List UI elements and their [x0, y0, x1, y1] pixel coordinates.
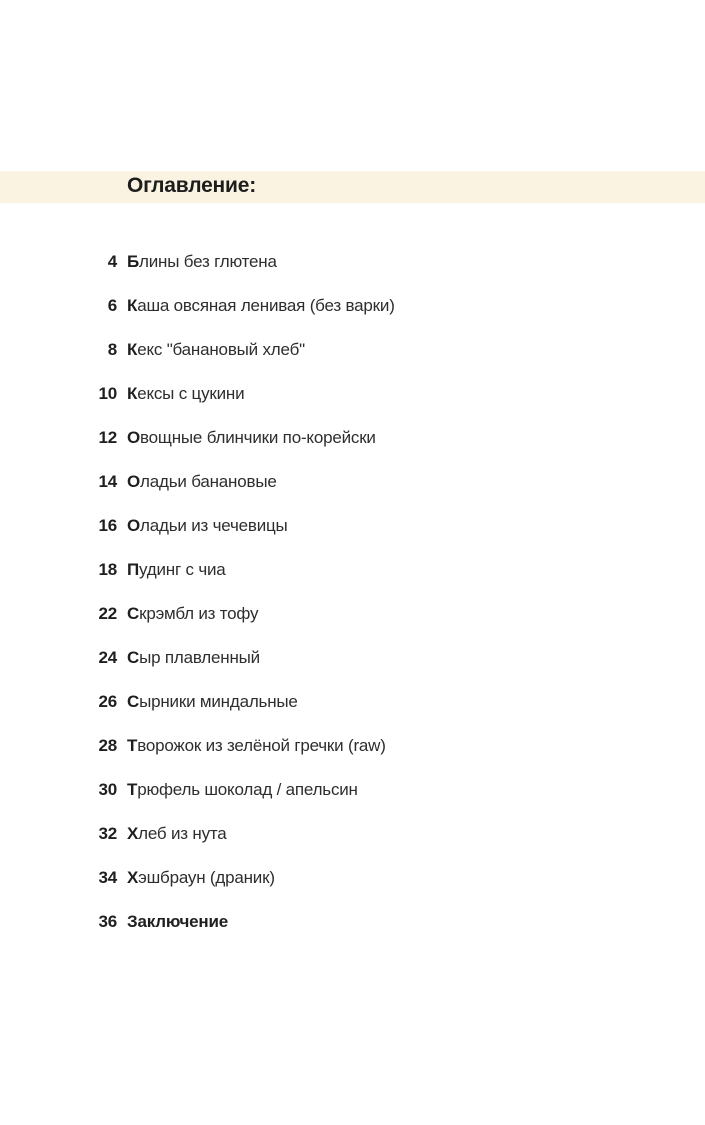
toc-entry-title-rest: ырники миндальные	[139, 692, 298, 711]
toc-entry-title	[127, 296, 395, 316]
toc-entry-title-rest: аключение	[137, 912, 228, 931]
toc-entry	[0, 724, 705, 768]
toc-entry-title-initial: С	[127, 692, 140, 711]
toc-entry-title-initial: К	[127, 384, 138, 403]
toc-entry-page-number: 28	[98, 736, 117, 755]
toc-entry-title-initial: Т	[127, 736, 138, 755]
toc-entry-title-rest: вощные блинчики по-корейски	[140, 428, 376, 447]
toc-entry-page-number: 32	[98, 824, 117, 843]
toc-entry-title	[127, 648, 260, 668]
toc-entry-title	[127, 428, 376, 448]
toc-entry-title	[127, 692, 298, 712]
toc-entry-title-initial: Т	[127, 780, 138, 799]
header-band	[0, 171, 705, 203]
toc-entry-title-rest: удинг с чиа	[139, 560, 226, 579]
toc-entry	[0, 900, 705, 944]
toc-entry-page-number: 24	[98, 648, 117, 667]
toc-entry-title	[127, 868, 275, 888]
toc-entry-title-rest: эшбраун (драник)	[138, 868, 275, 887]
toc-entry	[0, 548, 705, 592]
toc-entry-title	[127, 340, 305, 360]
toc-entry-page-number: 14	[98, 472, 117, 491]
toc-entry-title-initial: О	[127, 516, 141, 535]
toc-entry-page-number: 22	[98, 604, 117, 623]
toc-entry-title	[127, 252, 277, 272]
toc-entry-title-initial: О	[127, 428, 141, 447]
toc-entry	[0, 680, 705, 724]
toc-entry-title-rest: екс "банановый хлеб"	[137, 340, 305, 359]
toc-entry-title-initial: Х	[127, 824, 139, 843]
toc-entry-page-number: 18	[98, 560, 117, 579]
toc-entry-title	[127, 824, 227, 844]
toc-entry-title-initial: О	[127, 472, 141, 491]
toc-entry	[0, 460, 705, 504]
toc-entry-title-rest: ыр плавленный	[139, 648, 260, 667]
toc-entry	[0, 416, 705, 460]
toc-entry-page-number: 34	[98, 868, 117, 887]
toc-entry-title-rest: аша овсяная ленивая (без варки)	[137, 296, 395, 315]
toc-entry-page-number: 6	[107, 296, 117, 315]
page-title: Оглавление:	[127, 173, 257, 197]
toc-entry-title-rest: лины без глютена	[139, 252, 277, 271]
toc-entry-title-initial: П	[127, 560, 140, 579]
toc-entry-title	[127, 384, 244, 404]
toc-entry-title	[127, 912, 228, 932]
toc-entry-title-rest: ладьи банановые	[140, 472, 277, 491]
toc-entry	[0, 284, 705, 328]
toc-entry-title-initial: С	[127, 604, 140, 623]
toc-entry-title-rest: леб из нута	[138, 824, 227, 843]
toc-list	[0, 240, 705, 944]
toc-entry-title	[127, 560, 226, 580]
toc-entry	[0, 592, 705, 636]
toc-entry	[0, 768, 705, 812]
toc-entry-title-rest: рюфель шоколад / апельсин	[137, 780, 358, 799]
toc-entry-page-number: 8	[107, 340, 117, 359]
toc-entry-page-number: 36	[98, 912, 117, 931]
toc-entry-title	[127, 780, 358, 800]
toc-entry-title-initial: З	[127, 912, 138, 931]
toc-entry-title-rest: крэмбл из тофу	[139, 604, 259, 623]
toc-entry	[0, 372, 705, 416]
toc-entry-page-number: 4	[107, 252, 117, 271]
toc-entry-page-number: 26	[98, 692, 117, 711]
toc-entry-title-initial: Б	[127, 252, 140, 271]
toc-entry-title-rest: ладьи из чечевицы	[140, 516, 288, 535]
toc-entry-title	[127, 604, 258, 624]
toc-entry	[0, 504, 705, 548]
toc-entry-page-number: 10	[98, 384, 117, 403]
toc-entry-title-initial: К	[127, 340, 138, 359]
toc-entry-title-initial: К	[127, 296, 138, 315]
toc-entry-title-initial: Х	[127, 868, 139, 887]
toc-entry-title	[127, 516, 288, 536]
toc-entry-page-number: 30	[98, 780, 117, 799]
toc-entry	[0, 856, 705, 900]
toc-entry-title-rest: ексы с цукини	[137, 384, 245, 403]
toc-entry	[0, 240, 705, 284]
toc-entry-title	[127, 736, 386, 756]
toc-entry-page-number: 16	[98, 516, 117, 535]
toc-entry	[0, 636, 705, 680]
toc-entry-title-rest: ворожок из зелёной гречки (raw)	[137, 736, 386, 755]
toc-entry-page-number: 12	[98, 428, 117, 447]
toc-entry	[0, 328, 705, 372]
toc-entry-title	[127, 472, 277, 492]
toc-entry	[0, 812, 705, 856]
toc-entry-title-initial: С	[127, 648, 140, 667]
